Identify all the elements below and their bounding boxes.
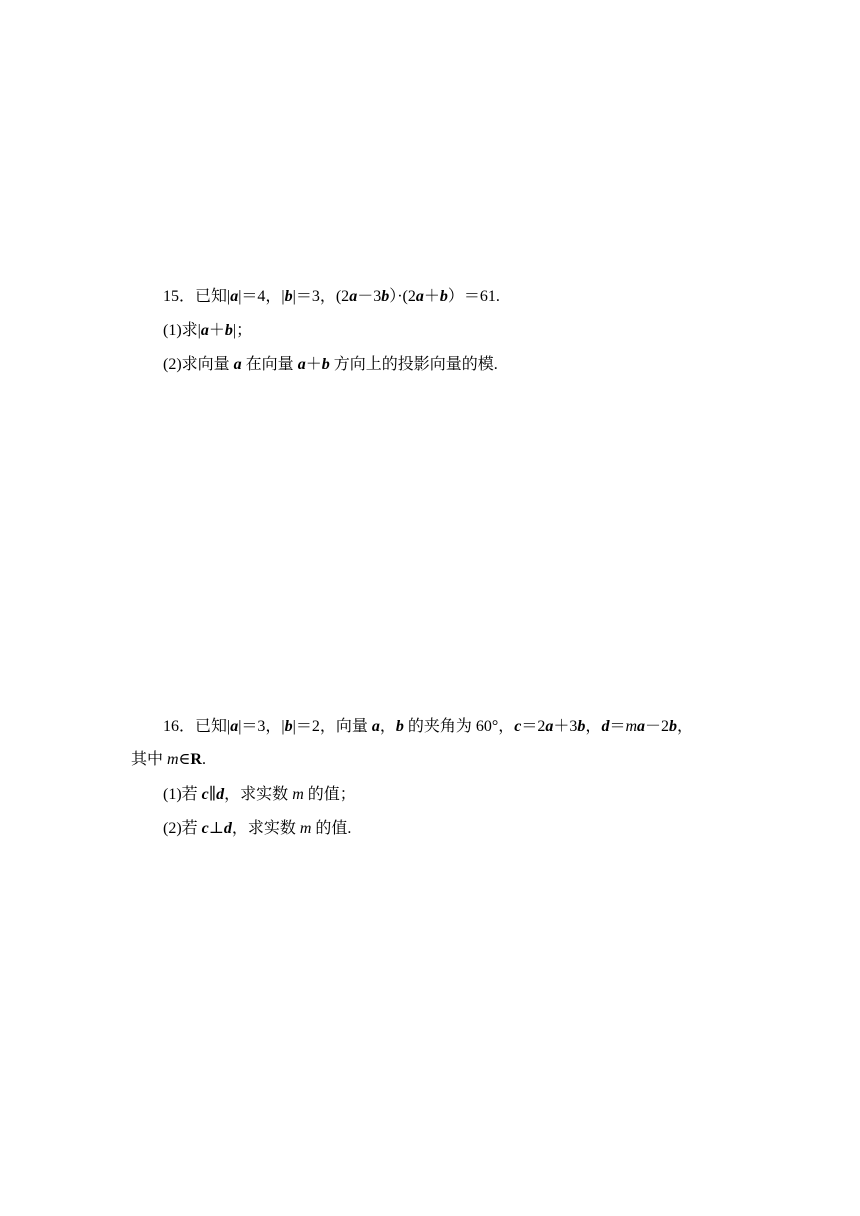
vector-symbol: a [545, 718, 554, 735]
text-segment: 的值； [303, 786, 356, 803]
vector-symbol: a [371, 718, 380, 735]
text-segment: ＝ [609, 718, 626, 735]
vector-symbol: a [349, 288, 358, 305]
text-segment: ＝2 [521, 718, 546, 735]
text-segment: 其中 [131, 751, 168, 768]
vector-symbol: b [669, 718, 678, 735]
variable-symbol: m [167, 751, 179, 768]
text-segment: |＝2，向量 [292, 718, 372, 735]
text-segment: ， [379, 718, 396, 735]
text-segment: ，求实数 [231, 820, 300, 837]
variable-symbol: m [292, 786, 304, 803]
vector-symbol: d [601, 718, 610, 735]
vector-symbol: d [216, 786, 225, 803]
text-segment: ）·(2 [389, 288, 416, 305]
problem-15-part-1 [163, 320, 252, 341]
text-segment: . [201, 751, 206, 768]
vector-symbol: a [415, 288, 424, 305]
set-symbol: R [190, 751, 202, 768]
vector-symbol: a [200, 322, 209, 339]
text-segment: 15．已知| [163, 288, 231, 305]
vector-symbol: a [230, 288, 239, 305]
text-segment: ， [585, 718, 602, 735]
variable-symbol: m [625, 718, 638, 735]
vector-symbol: b [284, 288, 293, 305]
vector-symbol: a [230, 718, 239, 735]
vector-symbol: b [381, 288, 390, 305]
vector-symbol: b [284, 718, 293, 735]
vector-symbol: c [514, 718, 522, 735]
text-segment: ＋ [423, 288, 440, 305]
vector-symbol: a [297, 356, 306, 373]
text-segment: |； [232, 322, 253, 339]
text-segment: ＋ [208, 322, 225, 339]
text-segment: (1)求| [163, 322, 201, 339]
text-segment: |＝3，(2 [292, 288, 350, 305]
text-segment: ＋ [305, 356, 322, 373]
text-segment: |＝4，| [238, 288, 285, 305]
vector-symbol: b [395, 718, 404, 735]
vector-symbol: b [321, 356, 330, 373]
variable-symbol: m [299, 820, 312, 837]
text-segment: (2)求向量 [163, 356, 234, 373]
text-segment: 在向量 [241, 356, 298, 373]
problem-16-statement [163, 716, 693, 737]
text-segment: ∈ [178, 751, 191, 768]
problem-15-part-2 [163, 354, 498, 375]
text-segment: ∥ [208, 786, 217, 803]
text-segment: 的夹角为 60°， [403, 718, 515, 735]
problem-16-part-2 [163, 818, 351, 839]
text-segment: 的值. [311, 820, 352, 837]
vector-symbol: c [201, 820, 209, 837]
problem-15-statement [163, 286, 500, 307]
problem-16-part-1 [163, 784, 356, 805]
vector-symbol: c [201, 786, 209, 803]
text-segment: ⊥ [208, 820, 224, 837]
vector-symbol: b [577, 718, 586, 735]
text-segment: 16．已知| [163, 718, 231, 735]
vector-symbol: b [439, 288, 448, 305]
text-segment: ）＝61. [447, 288, 500, 305]
vector-symbol: b [224, 322, 233, 339]
problem-16-statement-continued [131, 749, 206, 770]
vector-symbol: a [637, 718, 646, 735]
text-segment: ＋3 [553, 718, 578, 735]
vector-symbol: a [233, 356, 242, 373]
text-segment: (1)若 [163, 786, 202, 803]
text-segment: (2)若 [163, 820, 202, 837]
text-segment: －3 [357, 288, 382, 305]
text-segment: 方向上的投影向量的模. [329, 356, 498, 373]
text-segment: －2 [645, 718, 670, 735]
vector-symbol: d [223, 820, 232, 837]
text-segment: |＝3，| [238, 718, 285, 735]
text-segment: ，求实数 [224, 786, 293, 803]
text-segment: ， [677, 718, 694, 735]
